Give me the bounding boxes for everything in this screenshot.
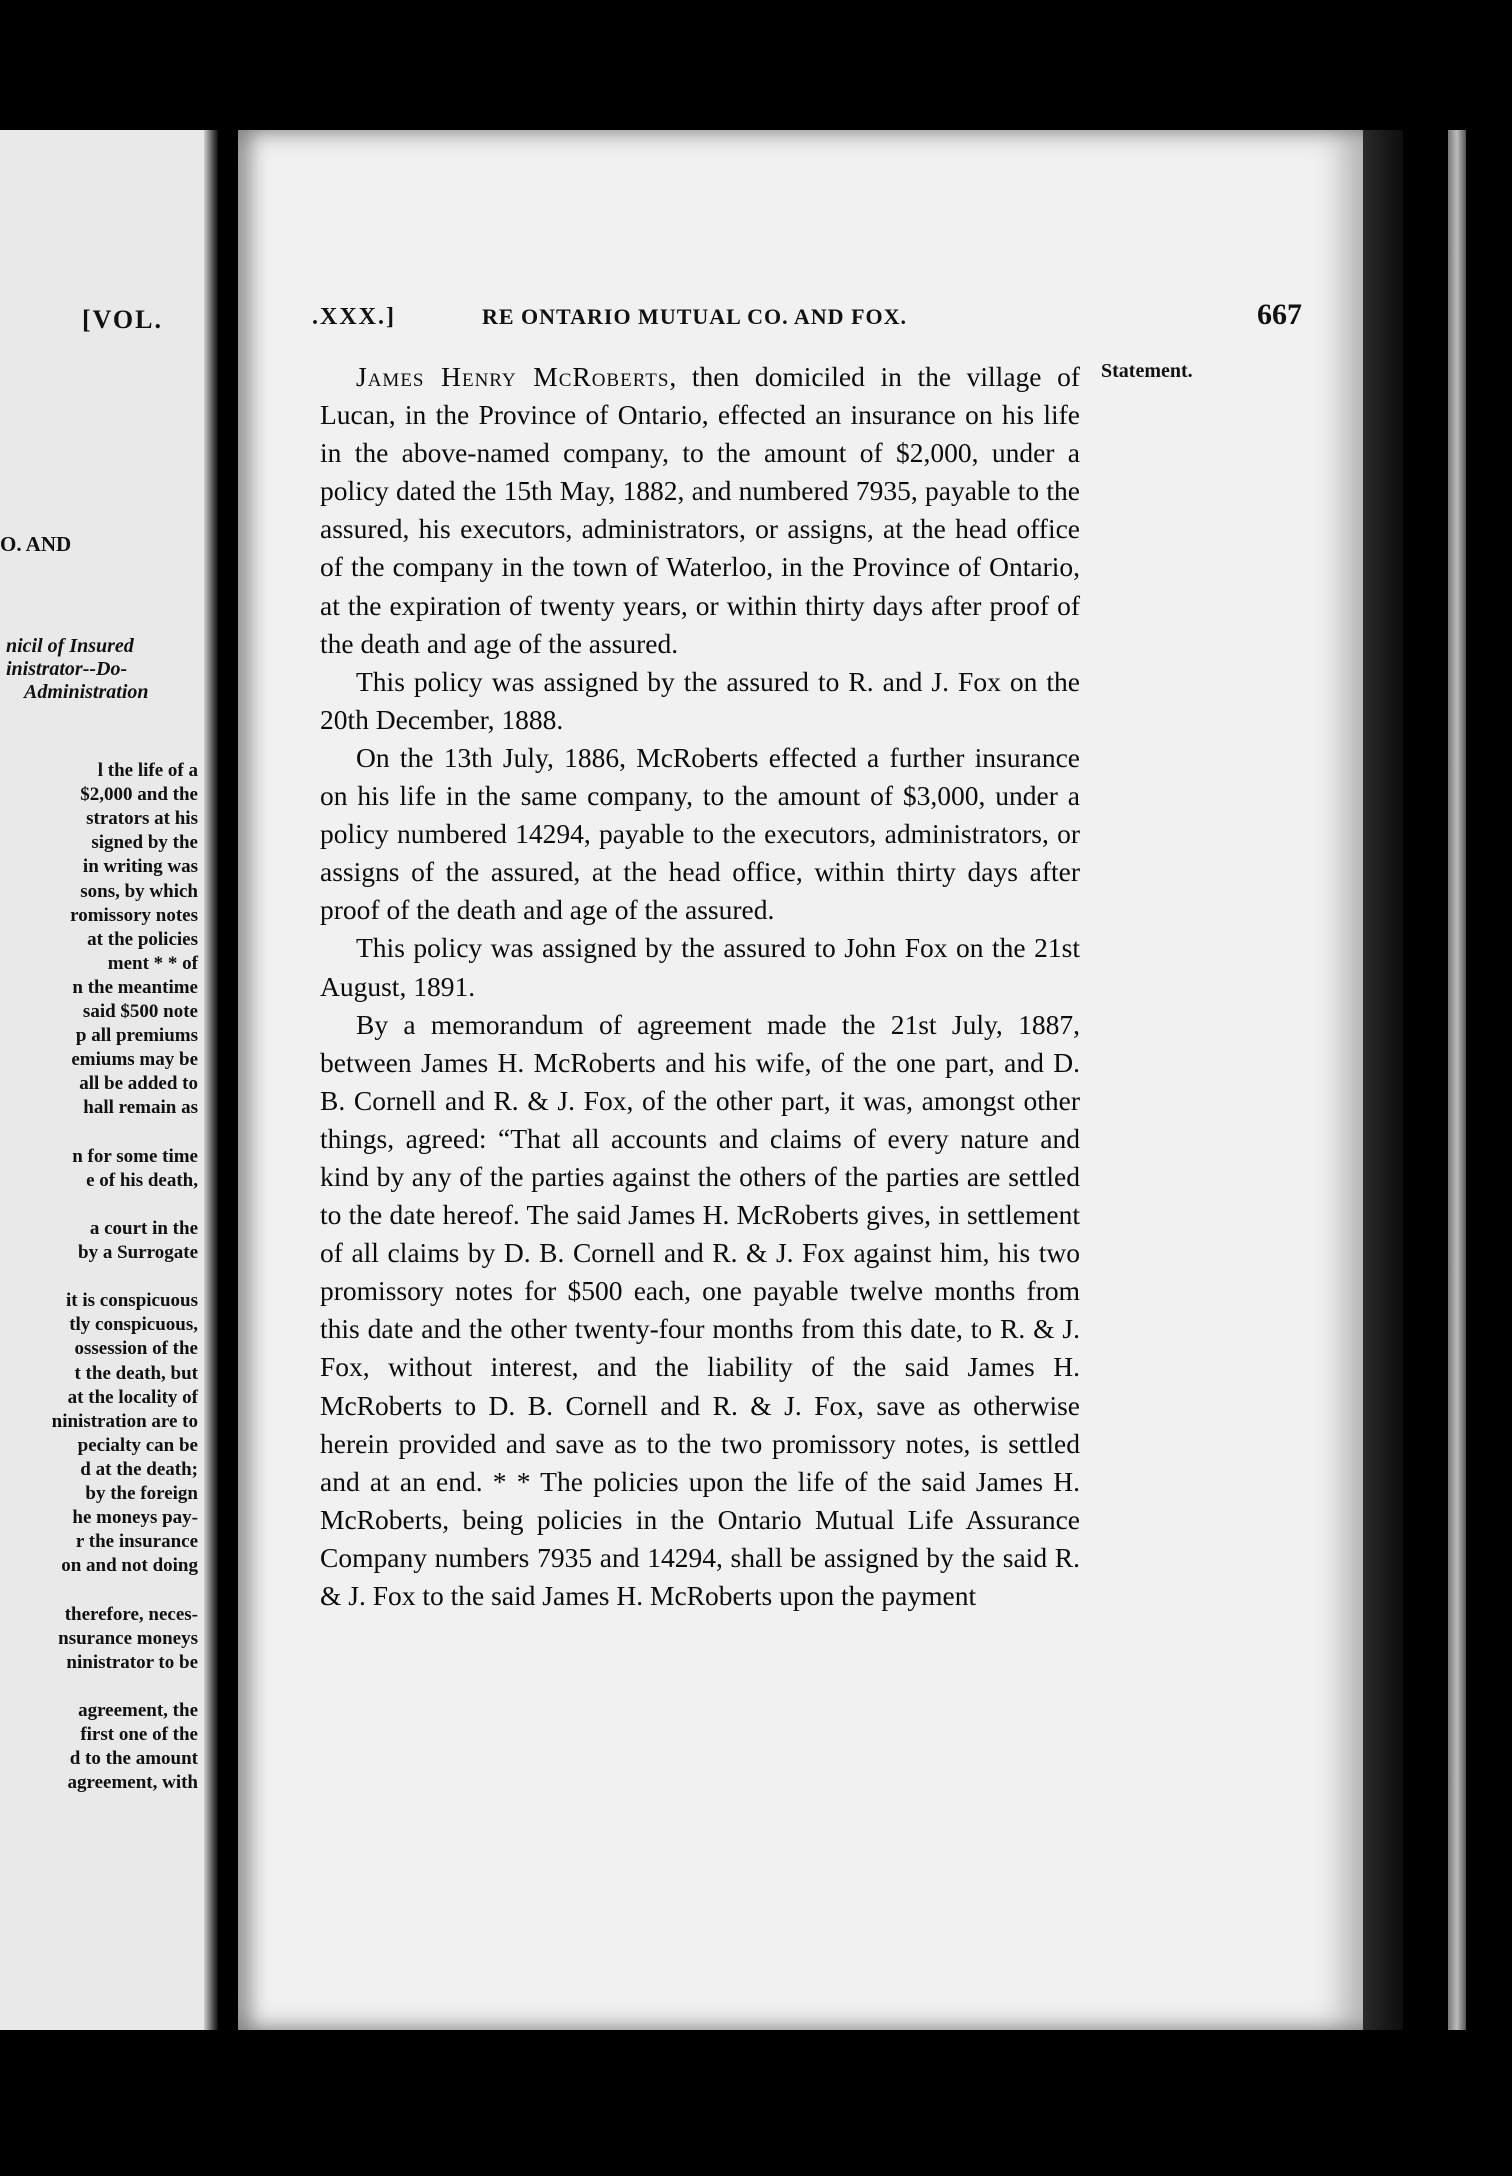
paragraph [320, 663, 1080, 739]
left-page-volume: [VOL. [82, 305, 163, 334]
page-edge-shadow [1363, 130, 1403, 2030]
left-page-line: it is conspicuous [66, 1290, 198, 1312]
left-page-line: therefore, neces- [64, 1603, 198, 1625]
left-page-sidenote-line: nicil of Insured [6, 635, 134, 657]
running-head [312, 298, 1302, 338]
paragraph [320, 358, 1080, 663]
left-page-line: d at the death; [80, 1458, 198, 1480]
left-page-line: a court in the [89, 1217, 198, 1239]
left-page-line: nsurance moneys [58, 1627, 198, 1649]
margin-note-statement: Statement. [1101, 360, 1193, 382]
left-page-line: ninistrator to be [66, 1651, 198, 1673]
left-page-line: signed by the [91, 832, 198, 854]
left-page-line: t the death, but [74, 1362, 198, 1384]
left-page-line: e of his death, [86, 1169, 198, 1191]
paragraph-text: This policy was assigned by the assured to R. and J. Fox on the 20th December, 1888. [320, 665, 1080, 735]
left-page-line: ossession of the [74, 1338, 198, 1360]
paragraph [320, 1006, 1080, 1616]
paragraph [320, 739, 1080, 929]
page-gutter [204, 130, 218, 2030]
running-title: RE ONTARIO MUTUAL CO. AND FOX. [482, 304, 908, 329]
paragraph-text: On the 13th July, 1886, McRoberts effected a further insurance on his life in the same company, to the amount of $3,000, under a policy numbered 14294, payable to the executors, administrators, or assigns of the assured, at the head office, within thirty days after proof of the death and age of the assured. [320, 741, 1080, 926]
left-page-fragment [0, 130, 218, 2030]
left-page-line: in writing was [82, 856, 198, 878]
left-page-line: said $500 note [82, 1001, 198, 1022]
left-page-line: ment * * of [107, 952, 198, 974]
left-page-line: n the meantime [72, 976, 198, 998]
volume-label: .XXX.] [312, 304, 396, 330]
body-text [320, 358, 1080, 1615]
left-page-sidenote-line: inistrator--Do- [6, 658, 128, 680]
page-number: 667 [1257, 298, 1302, 331]
paragraph-text: , then domiciled in the village of Lucan, in the Province of Ontario, effected an insurance on his life in the above-named company, to the amount of $2,000, under a policy dated the 15th May, 1882, and numbered 7935, payable to the assured, his executors, administrators, or assigns, at the head office of the company in the town of Waterloo, in the Province of Ontario, at the expiration of twenty years, or within thirty days after proof of the death and age of the assured. [320, 361, 1080, 659]
main-page [238, 130, 1363, 2030]
left-page-line: n for some time [72, 1145, 198, 1167]
left-page-line: hall remain as [83, 1097, 198, 1119]
left-page-line: l the life of a [97, 760, 198, 781]
paragraph [320, 929, 1080, 1005]
left-page-line: emiums may be [71, 1049, 198, 1071]
left-page-line: agreement, the [78, 1699, 198, 1721]
paragraph-lead: James Henry McRoberts [356, 361, 670, 392]
left-page-line: sons, by which [80, 880, 198, 902]
left-page-line: r the insurance [75, 1531, 198, 1553]
left-page-line: ninistration are to [51, 1410, 198, 1432]
left-page-line: by a Surrogate [78, 1242, 198, 1263]
left-page-line: tly conspicuous, [69, 1314, 198, 1336]
left-page-line: agreement, with [67, 1772, 198, 1794]
left-page-line: at the policies [87, 928, 198, 950]
left-page-line: romissory notes [70, 904, 198, 926]
left-page-line: d to the amount [69, 1748, 198, 1770]
left-page-sidenote-line: Administration [24, 681, 149, 703]
page-edge-stack [1448, 130, 1466, 2030]
left-page-line: at the locality of [67, 1386, 198, 1408]
left-page-line: he moneys pay- [72, 1507, 198, 1529]
left-page-line: $2,000 and the [80, 784, 198, 806]
left-page-title-fragment: O. AND [0, 532, 72, 556]
left-page-line: all be added to [79, 1073, 198, 1095]
paragraph-text: This policy was assigned by the assured to John Fox on the 21st August, 1891. [320, 932, 1080, 1002]
left-page-line: strators at his [86, 808, 198, 830]
left-page-line: first one of the [80, 1724, 198, 1745]
left-page-line: by the foreign [85, 1483, 198, 1504]
left-page-line: pecialty can be [77, 1434, 198, 1456]
left-page-line: p all premiums [75, 1025, 198, 1047]
left-page-line: on and not doing [61, 1555, 198, 1577]
paragraph-text: By a memorandum of agreement made the 21st July, 1887, between James H. McRoberts and his wife, of the one part, and D. B. Cornell and R. & J. Fox, of the other part, it was, amongst other things, agreed: “That all accounts and claims of every nature and kind by any of the parties against the others of the parties are settled to the date hereof. The said James H. McRoberts gives, in settlement of all claims by D. B. Cornell and R. & J. Fox against him, his two promissory notes for $500 each, one payable twelve months from this date and the other twenty-four months from this date, to R. & J. Fox, without interest, and the liability of the said James H. McRoberts to D. B. Cornell and R. & J. Fox, save as otherwise herein provided and save as to the two promissory notes, is settled and at an end. * * The policies upon the life of the said James H. McRoberts, being policies in the Ontario Mutual Life Assurance Company numbers 7935 and 14294, shall be assigned by the said R. & J. Fox to the said James H. McRoberts upon the payment [320, 1008, 1080, 1611]
